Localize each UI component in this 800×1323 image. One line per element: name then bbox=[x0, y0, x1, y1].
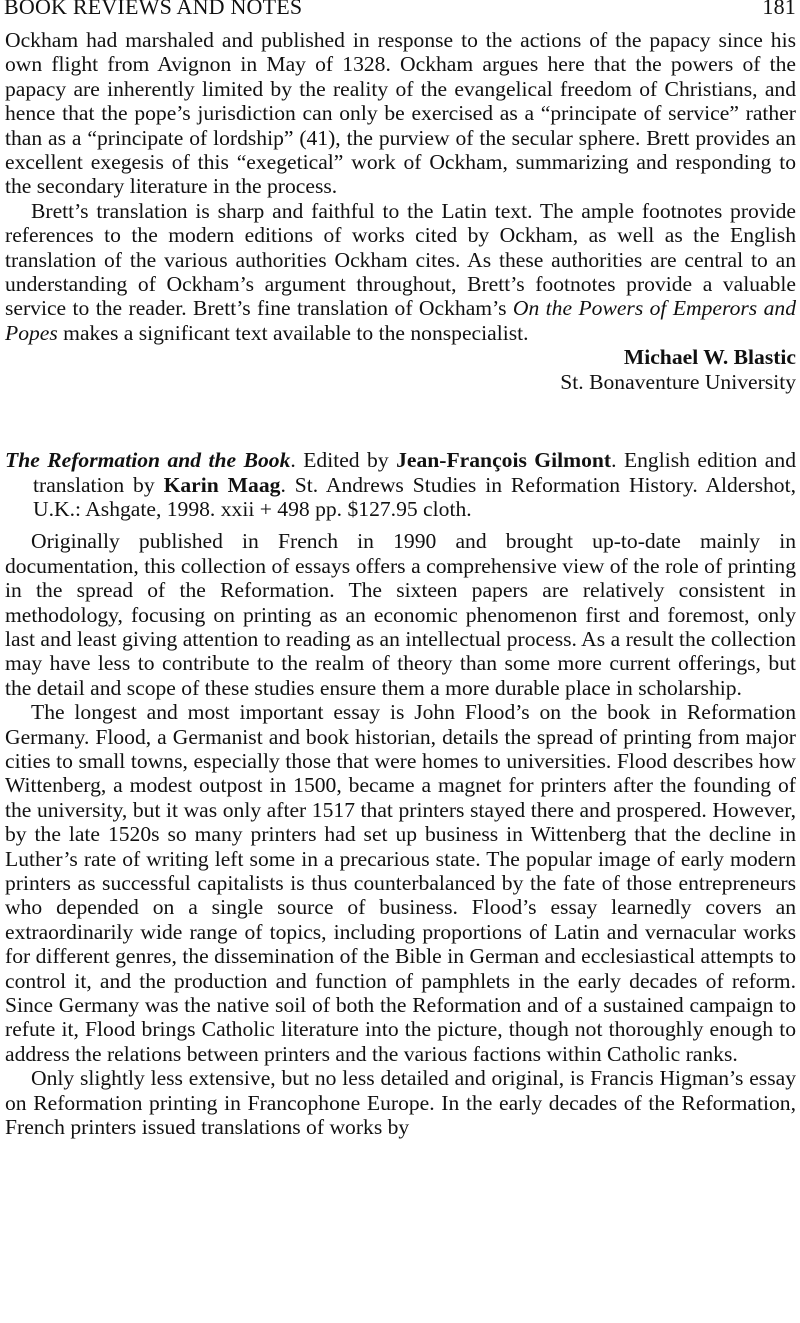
citation-publication-info: . St. Andrews Studies in Reformation History. Aldershot, U.K.: Ashgate, 1998. xxii + 498 pp. $127.95 cloth. bbox=[33, 472, 797, 521]
running-head bbox=[4, 0, 796, 24]
book-title: The Reformation and the Book bbox=[5, 448, 291, 473]
page-number: 181 bbox=[762, 0, 796, 19]
review2-paragraph-1: Originally published in French in 1990 and brought up-to-date mainly in documentation, this collection of essays offers a comprehensive view of the role of printing in the spread of the Reformation. The sixteen papers are relatively consistent in methodology, focusing on printing as an economic phenomenon first and foremost, only last and least giving attention to reading as an intellectual process. As a result the collection may have less to contribute to the realm of theory than some more current offerings, but the detail and scope of these studies ensure them a more durable place in scholarship. bbox=[5, 529, 796, 700]
book-translator: Karin Maag bbox=[163, 472, 281, 497]
reviewer-name: Michael W. Blastic bbox=[623, 345, 796, 370]
review2-paragraph-3: Only slightly less extensive, but no less detailed and original, is Francis Higman’s essay on Reformation printing in Francophone Europe. In the early decades of the Reformation, French printers issued translations of works by bbox=[5, 1066, 796, 1140]
review2-paragraph-2: The longest and most important essay is John Flood’s on the book in Reformation Germany. Flood, a Germanist and book historian, details the spread of printing from major cities to small towns, especially those that were homes to universities. Flood describes how Wittenberg, a modest outpost in 1500, became a magnet for printers after the founding of the university, but it was only after 1517 that printers stayed there and prospered. However, by the late 1520s so many printers had set up business in Wittenberg that the decline in Luther’s rate of writing left some in a precarious state. The popular image of early modern printers as successful capitalists is thus counterbalanced by the fate of those entrepreneurs who depended on a single source of business. Flood’s essay learnedly covers an extraordinarily wide range of topics, including proportions of Latin and vernacular works for different genres, the dissemination of the Bible in German and ecclesiastical attempts to control it, and the production and function of pamphlets in the early decades of reform. Since Germany was the native soil of both the Reformation and of a sustained campaign to refute it, Flood brings Catholic literature into the picture, though not thoroughly enough to address the relations between printers and the various factions within Catholic ranks. bbox=[5, 700, 796, 1066]
reviewer-affiliation: St. Bonaventure University bbox=[560, 369, 796, 394]
review1-paragraph-1: Ockham had marshaled and published in response to the actions of the papacy since his own flight from Avignon in May of 1328. Ockham argues here that the powers of the papacy are inherently limited by the reality of the evangelical freedom of Christians, and hence that the pope’s jurisdiction can only be exercised as a “principate of service” rather than as a “principate of lordship” (41), the purview of the secular sphere. Brett provides an excellent exegesis of this “exegetical” work of Ockham, summarizing and responding to the secondary literature in the process. bbox=[5, 28, 796, 199]
citation-edited-by: . Edited by bbox=[290, 448, 397, 473]
review1-paragraph-2 bbox=[5, 199, 796, 345]
reviewer-signature bbox=[5, 345, 796, 394]
section-title: BOOK REVIEWS AND NOTES bbox=[4, 0, 303, 19]
section-gap bbox=[5, 394, 796, 448]
page-content bbox=[5, 28, 796, 1139]
cited-book-title: On the Powers of Emperors and Popes bbox=[5, 296, 796, 345]
review1-paragraph-2-text-a: Brett’s translation is sharp and faithful to the Latin text. The ample footnotes provide references to the modern editions of works cited by Ockham, as well as the English translation of the various authorities Ockham cites. As these authorities are central to an understanding of Ockham’s argument throughout, Brett’s footnotes provide a valuable service to the reader. Brett’s fine translation of Ockham’s bbox=[5, 198, 796, 321]
review1-paragraph-2-text-b: makes a significant text available to the nonspecialist. bbox=[57, 320, 529, 345]
citation-translation-by: . English edition and translation by bbox=[33, 448, 796, 497]
book-editor: Jean-François Gilmont bbox=[396, 448, 612, 473]
book-citation bbox=[5, 448, 796, 521]
